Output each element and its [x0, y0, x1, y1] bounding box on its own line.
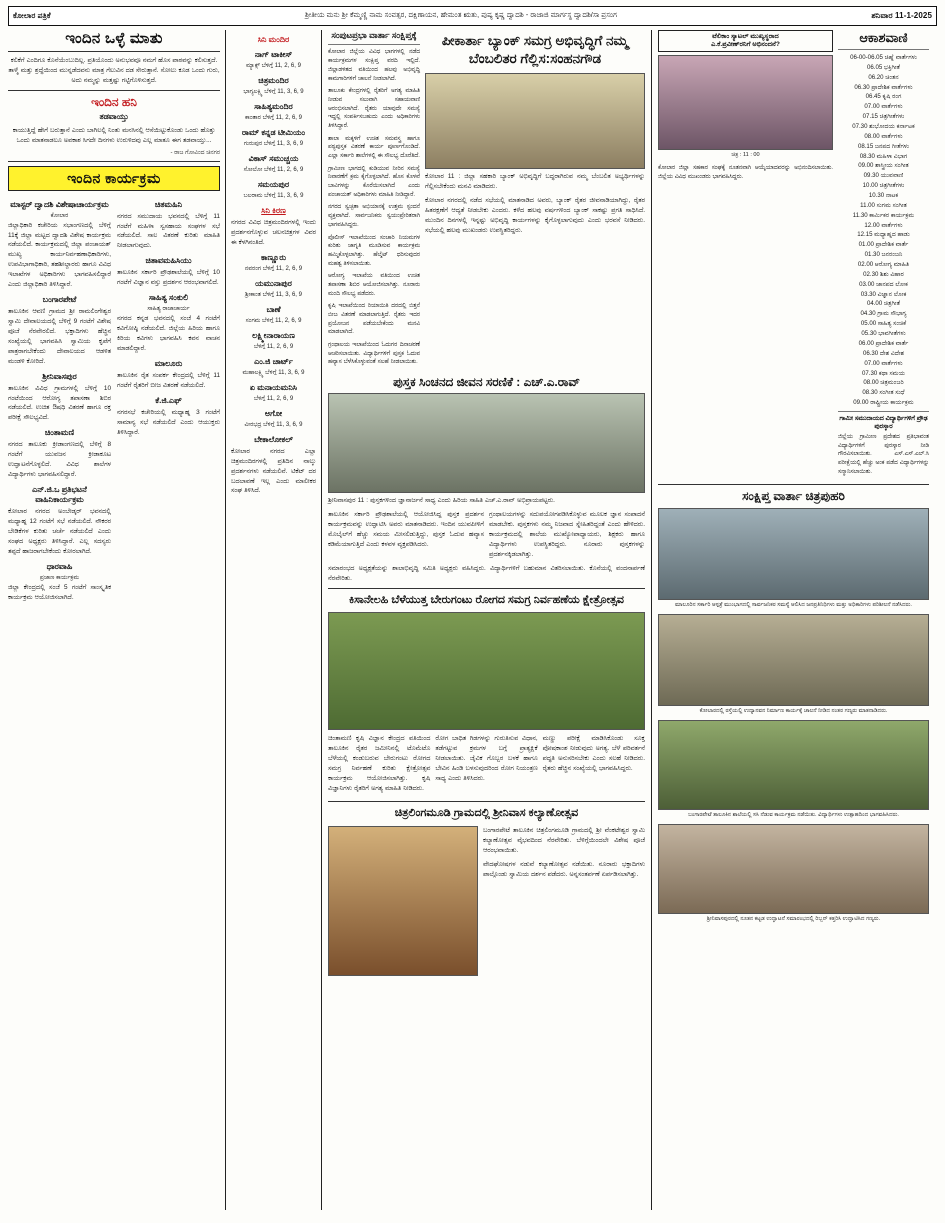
item-body: ನಗರಸಭೆ ಕಚೇರಿಯಲ್ಲಿ ಮಧ್ಯಾಹ್ನ 3 ಗಂಟೆಗೆ ಸಾಮಾನ್ಯ ಸಭೆ ನಡೆಯಲಿದೆ ಎಂದು ಆಯುಕ್ತರು ತಿಳಿಸಿದ್ದಾರೆ.: [117, 408, 220, 436]
radio-item: 09.30 ಯುವವಾಣಿ: [863, 172, 904, 180]
cinema-item-heading: ಸಮಯಪುರ: [257, 180, 290, 189]
item-heading: ಚಿತಮಹಿನಿ: [154, 199, 183, 209]
radio-item: 11.30 ಕಾರ್ಮಿಕರ ಕಾರ್ಯಕ್ರಮ: [852, 211, 915, 219]
ad-line-1: ಟೆಲಿಕಾಂ ಸ್ಯಾಟಲ್ ಮುಖ್ಯಸ್ಥರಾದ: [712, 33, 779, 40]
radio-schedule: [838, 30, 929, 480]
mid-caption: ಶ್ರೀನಿವಾಸಪುರ 11 : ಪುಸ್ತಕಗಳಿಂದ ಜ್ಞಾನಾರ್ಜನೆ ಸಾಧ್ಯ ಎಂದು ಹಿರಿಯ ಸಾಹಿತಿ ಎಚ್.ಎ.ರಾವ್ ಅಭಿಪ್ರಾಯಪಟ್ಟರು.: [328, 497, 555, 505]
cinema-item-body: ಕಾಂತಾರ ಬೆಳಿಗ್ಗೆ 11, 2, 6, 9: [245, 115, 302, 121]
lead-photo: [425, 73, 645, 169]
brief-item: ಕೋಲಾರ ಜಿಲ್ಲೆಯ ವಿವಿಧ ಭಾಗಗಳಲ್ಲಿ ನಡೆದ ಕಾರ್ಯಕ್ರಮಗಳ ಸಂಕ್ಷಿಪ್ತ ವರದಿ ಇಲ್ಲಿದೆ. ಜಿಲ್ಲಾಡಳಿತದ ವತಿಯಿಂದ ಹಲವು ಅಭಿವೃದ್ಧಿ ಕಾಮಗಾರಿಗಳಿಗೆ ಚಾಲನೆ ನೀಡಲಾಗಿದೆ.: [328, 49, 420, 82]
school-award-body: ಜಿಲ್ಲೆಯ ಗ್ರಾಮೀಣ ಪ್ರದೇಶದ ಪ್ರತಿಭಾವಂತ ವಿದ್ಯಾರ್ಥಿಗಳಿಗೆ ಪುರಸ್ಕಾರ ನೀಡಿ ಗೌರವಿಸಲಾಯಿತು. ಎಸ್.ಎಸ್.ಎಲ್.ಸಿ ಪರೀಕ್ಷೆಯಲ್ಲಿ ಹೆಚ್ಚು ಅಂಕ ಪಡೆದ ವಿದ್ಯಾರ್ಥಿಗಳನ್ನು ಸನ್ಮಾನಿಸಲಾಯಿತು.: [838, 433, 929, 475]
radio-item: 08.00 ಚಿತ್ರಮಂಜರಿ: [863, 379, 904, 387]
gallery-item: [658, 824, 929, 924]
radio-item: 02.30 ಶಿಶು ವಿಹಾರ: [863, 270, 904, 278]
cinema-item-heading: ಅಗೋ: [264, 408, 283, 418]
cinema-item-body: ಸಂಗಮ ಬೆಳಿಗ್ಗೆ 11, 2, 6, 9: [245, 317, 302, 324]
brief-item: ಗ್ರಾಮೀಣ ಭಾಗದಲ್ಲಿ ಕುಡಿಯುವ ನೀರಿನ ಸಮಸ್ಯೆ ನಿವಾರಣೆಗೆ ಕ್ರಮ ಕೈಗೊಳ್ಳಲಾಗಿದೆ. ಹೊಸ ಕೊಳವೆ ಬಾವಿಗಳನ್ನು ಕೊರೆಯಿಸಲಾಗಿದೆ ಎಂದು ಪಂಚಾಯತ್ ಅಧಿಕಾರಿಗಳು ಮಾಹಿತಿ ನೀಡಿದ್ದಾರೆ.: [328, 165, 420, 198]
brief-item: ಆರೋಗ್ಯ ಇಲಾಖೆಯ ವತಿಯಿಂದ ಉಚಿತ ತಪಾಸಣಾ ಶಿಬಿರ ಆಯೋಜಿಸಲಾಗಿತ್ತು. ನೂರಾರು ಮಂದಿ ಸೌಲಭ್ಯ ಪಡೆದರು.: [328, 273, 420, 297]
brief-item: ನಗರದ ಸ್ವಚ್ಛತಾ ಅಭಿಯಾನಕ್ಕೆ ಉತ್ತಮ ಸ್ಪಂದನೆ ವ್ಯಕ್ತವಾಗಿದೆ. ಸಾರ್ವಜನಿಕರು ಸ್ವಯಂಪ್ರೇರಿತರಾಗಿ ಭಾಗವಹಿಸಿದ್ದರು.: [328, 204, 420, 228]
radio-item: 06.30 ದೇಶ ವಿದೇಶ: [862, 349, 905, 357]
item-heading: ಬಂಗಾರಪೇಟೆ: [42, 295, 77, 305]
gallery-item: [658, 614, 929, 716]
gallery-caption: ಶ್ರೀನಿವಾಸಪುರದಲ್ಲಿ ನೂತನ ಕಟ್ಟಡ ಉದ್ಘಾಟನೆ ಸಮಾರಂಭದಲ್ಲಿ ರಿಬ್ಬನ್ ಕತ್ತರಿಸಿ ಉದ್ಘಾಟಿಸಿದ ಗಣ್ಯರು.: [706, 915, 881, 922]
lead-body: ಕೋಲಾರ ನಗರದಲ್ಲಿ ನಡೆದ ಸಭೆಯಲ್ಲಿ ಮಾತನಾಡಿದ ಅವರು, ಬ್ಯಾಂಕ್ ರೈತರ ಜೀವನಾಡಿಯಾಗಿದ್ದು, ರೈತರ ಹಿತರಕ್ಷಣೆಗೆ ಆದ್ಯತೆ ನೀಡಬೇಕು ಎಂದರು. ಕಳೆದ ಹಲವು ವರ್ಷಗಳಿಂದ ಬ್ಯಾಂಕ್ ಸಾಕಷ್ಟು ಪ್ರಗತಿ ಸಾಧಿಸಿದೆ. ಮುಂದಿನ ದಿನಗಳಲ್ಲಿ ಇನ್ನಷ್ಟು ಅಭಿವೃದ್ಧಿ ಕಾರ್ಯಗಳನ್ನು ಕೈಗೊಳ್ಳಲಾಗುವುದು ಎಂದು ಭರವಸೆ ನೀಡಿದರು. ಸಭೆಯಲ್ಲಿ ಹಲವು ಮುಖಂಡರು ಉಪಸ್ಥಿತರಿದ್ದರು.: [425, 197, 645, 235]
brief-item: ಕೃಷಿ ಇಲಾಖೆಯಿಂದ ರಿಯಾಯಿತಿ ದರದಲ್ಲಿ ಬಿತ್ತನೆ ಬೀಜ ವಿತರಣೆ ಮಾಡಲಾಗುತ್ತಿದೆ. ರೈತರು ಇದರ ಪ್ರಯೋಜನ ಪಡೆಯಬೇಕೆಂದು ಮನವಿ ಮಾಡಲಾಗಿದೆ.: [328, 303, 420, 336]
radio-item: 07.30 ಶುಭೋದಯ ಕರ್ನಾಟಕ: [852, 123, 915, 131]
brief-item: ತಾಲೂಕು ಕೇಂದ್ರಗಳಲ್ಲಿ ರೈತರಿಗೆ ಅಗತ್ಯ ಮಾಹಿತಿ ನೀಡುವ ಸಲುವಾಗಿ ಸಹಾಯವಾಣಿ ಆರಂಭಿಸಲಾಗಿದೆ. ರೈತರು ಯಾವುದೇ ಸಮಸ್ಯೆ ಇದ್ದಲ್ಲಿ ಸಂಪರ್ಕಿಸಬಹುದು ಎಂದು ಅಧಿಕಾರಿಗಳು ತಿಳಿಸಿದ್ದಾರೆ.: [328, 88, 420, 129]
temple-photo: [328, 826, 478, 976]
item-heading: ಧಾರವಾಹಿ: [46, 561, 73, 571]
cinema-item-heading: ಬೇಕಾಲೋಕಲ್: [254, 434, 293, 444]
cinema-item-heading: ಕಾಣ್ಣೂರು: [260, 252, 287, 262]
radio-item: 10.30 ನಾಟಕ: [868, 192, 899, 200]
radio-item: 04.00 ಚಿತ್ರಗೀತೆ: [866, 300, 901, 308]
item-body: ಕೋಲಾರ ನಗರದ ಅಂಬೇಡ್ಕರ್ ಭವನದಲ್ಲಿ ಮಧ್ಯಾಹ್ನ 12 ಗಂಟೆಗೆ ಸಭೆ ನಡೆಯಲಿದೆ. ನೌಕರರ ಬೇಡಿಕೆಗಳ ಕುರಿತು ಚರ್ಚೆ ನಡೆಯಲಿದೆ ಎಂದು ಸಂಘದ ಅಧ್ಯಕ್ಷರು ತಿಳಿಸಿದ್ದಾರೆ. ಎಲ್ಲ ಸದಸ್ಯರು ತಪ್ಪದೆ ಹಾಜರಾಗಬೇಕೆಂದು ಕೋರಲಾಗಿದೆ.: [8, 507, 111, 555]
bottom-body-cols: [328, 734, 645, 798]
cinema-heading: ಸಿನಿ ಮಂದಿರ: [257, 35, 290, 44]
radio-heading: ಆಕಾಶವಾಣಿ: [859, 30, 908, 45]
item-sub: ಪ್ರಜಾಣ ಕಾರ್ಯಕ್ರಮ: [39, 574, 80, 581]
item-body: ತಾಲೂಕಿನ ಆವಣಿ ಗ್ರಾಮದ ಶ್ರೀ ರಾಮಲಿಂಗೇಶ್ವರ ಸ್ವಾಮಿ ದೇವಾಲಯದಲ್ಲಿ ಬೆಳಿಗ್ಗೆ 9 ಗಂಟೆಗೆ ವಿಶೇಷ ಪೂಜೆ ನೆರವೇರಲಿದೆ. ಭಕ್ತಾದಿಗಳು ಹೆಚ್ಚಿನ ಸಂಖ್ಯೆಯಲ್ಲಿ ಭಾಗವಹಿಸಿ ಸ್ವಾಮಿಯ ಕೃಪೆಗೆ ಪಾತ್ರರಾಗಬೇಕೆಂದು ದೇವಾಲಯದ ಆಡಳಿತ ಮಂಡಳಿ ಕೋರಿದೆ.: [8, 308, 111, 365]
cinema-note: ನಗರದ ವಿವಿಧ ಚಿತ್ರಮಂದಿರಗಳಲ್ಲಿ ಇಂದು ಪ್ರದರ್ಶನಗೊಳ್ಳುವ ಚಲನಚಿತ್ರಗಳ ವಿವರ ಈ ಕೆಳಗಿನಂತಿದೆ.: [231, 219, 316, 246]
programme-col-1: [8, 195, 111, 607]
item-body: ತಾಲೂಕಿನ ರೈತ ಸಂಪರ್ಕ ಕೇಂದ್ರದಲ್ಲಿ ಬೆಳಿಗ್ಗೆ 11 ಗಂಟೆಗೆ ರೈತರಿಗೆ ಬೀಜ ವಿತರಣೆ ನಡೆಯಲಿದೆ.: [117, 371, 220, 389]
felicitation-body: ಕೋಲಾರ ಜಿಲ್ಲಾ ಸಹಕಾರ ಸಂಘಕ್ಕೆ ನೂತನವಾಗಿ ಆಯ್ಕೆಯಾದವರನ್ನು ಅಭಿನಂದಿಸಲಾಯಿತು. ಜಿಲ್ಲೆಯ ವಿವಿಧ ಮುಖಂಡರು ಭಾಗವಹಿಸಿದ್ದರು.: [658, 164, 833, 180]
gallery-caption: ಬಂಗಾರಪೇಟೆ ತಾಲೂಕಿನ ಶಾಲೆಯಲ್ಲಿ ಸಸಿ ನೆಡುವ ಕಾರ್ಯಕ್ರಮ ನಡೆಯಿತು. ವಿದ್ಯಾರ್ಥಿಗಳು ಉತ್ಸಾಹದಿಂದ ಭಾಗವಹಿಸಿದರು.: [688, 812, 899, 819]
radio-item: 06.00 ಪ್ರಾದೇಶಿಕ ವಾರ್ತೆ: [858, 339, 909, 347]
felicitation-photo: [658, 55, 833, 150]
mid-headline: ಪುಸ್ತಕ ಸಿಂಚನದ ಜೀವನ ಸರಣಿಕೆ : ಎಚ್.ಎ.ರಾವ್: [393, 375, 580, 390]
page-grid: [8, 30, 937, 1210]
cinema-column: [226, 30, 322, 1210]
bottom-col-2: ರೋಗ ಬಾಧಿತ ಗಿಡಗಳನ್ನು ಗುರುತಿಸುವ ವಿಧಾನ, ತಡೆಗಟ್ಟುವ ಕ್ರಮಗಳ ಬಗ್ಗೆ ಪ್ರಾತ್ಯಕ್ಷಿಕೆ ನೀಡಲಾಯಿತು. ಜೈವಿಕ ಗೊಬ್ಬರ ಬಳಕೆ ಹಾಗೂ ಬೇವಿನ ಹಿಂಡಿ ಬಳಸುವುದರಿಂದ ರೋಗ ನಿಯಂತ್ರಣ ಸಾಧ್ಯ ಎಂದು ತಿಳಿಸಿದರು.: [435, 734, 538, 782]
cinema-item-heading: ಬಾಣೆ: [266, 304, 281, 314]
mid-photo: [328, 393, 645, 493]
lead-story: [425, 30, 645, 371]
lead-caption: ಕೋಲಾರ 11 : ಜಿಲ್ಲಾ ಸಹಕಾರಿ ಬ್ಯಾಂಕ್ ಅಭಿವೃದ್ಧಿಗೆ ಬದ್ಧರಾಗಿರುವ ನಮ್ಮ ಬೆಂಬಲಿತ ಅಭ್ಯರ್ಥಿಗಳನ್ನು ಗೆಲ್ಲಿಸಬೇಕೆಂದು ಮನವಿ ಮಾಡಿದರು.: [425, 173, 645, 191]
good-word-heading: ಇಂದಿನ ಒಳ್ಳೆ ಮಾತು: [65, 30, 163, 47]
radio-item: 12.00 ವಾರ್ತೆಗಳು: [864, 221, 903, 229]
item-heading: ಚಿತಾವಮಹಿಸಿಯು: [145, 256, 192, 266]
right-column: [652, 30, 929, 1210]
radio-item: 08.30 ಸಂಗೀತ ಸುಧೆ: [862, 389, 905, 397]
cinema-item-heading: ಲಕ್ಷ್ಮೀನಾರಾಯಣ: [252, 330, 295, 340]
brief-news-heading: ಸಂಪುಟಪ್ರಭಾ ವಾರ್ತಾ ಸಂಕ್ಷಿಪ್ತಕ್ಕೆ: [331, 30, 417, 40]
cinema-item-heading: ನಾಗ್ ಟಾಕೀಸ್: [254, 50, 293, 59]
radio-item: 07.00 ವಾರ್ತೆಗಳು: [864, 359, 903, 367]
masthead-date-details: ಶ್ರೀತೀಯ ಮನು ಶ್ರೀ ಕೆಮ್ಮಣ್ಣಿ ನಾಮ ಸಂವತ್ಸರ, ದಕ್ಷಿಣಾಯನ, ಹೇಮಂತ ಋತು, ಪುಷ್ಯ ಕೃಷ್ಣ ದ್ವಾದಶಿ - ರಾಜಾಜಿ ಮಾರ್ಗಸ್ಥ ದ್ವಾದಶಿ/ಸಾ ಪ್ರಸಂಗ: [304, 12, 618, 19]
cinema-item-heading: ಚಿತ್ರಮಂದಿರ: [258, 76, 289, 85]
cinema-item-heading: ವಿಕಾಸ್ ಸಮುಚ್ಚಯ: [248, 154, 299, 163]
masthead-title: ಕೋಲಾರ ಪತ್ರಿಕೆ: [13, 11, 51, 20]
programme-heading: ಇಂದಿನ ಕಾರ್ಯಕ್ರಮ: [8, 166, 220, 191]
masthead-date: ಶನಿವಾರ 11-1-2025: [871, 11, 932, 20]
cinema-item-heading: ರಾಮ್ ಕನ್ನಡ ಟೀಮಿಯಂ: [241, 128, 306, 137]
cinema-item-heading: ಯಮುನಾಪುರ: [255, 278, 292, 288]
temple-headline: ಚಿತ್ರಲಿಂಗಮೂಡಿ ಗ್ರಾಮದಲ್ಲಿ ಶ್ರೀನಿವಾಸ ಕಲ್ಯಾಣೋತ್ಸವ: [394, 807, 579, 820]
cinema-item-body: ಮ್ಯಾಕ್ಸ್ ಬೆಳಿಗ್ಗೆ 11, 2, 6, 9: [246, 63, 301, 69]
brief-news-strip: [328, 30, 420, 371]
school-award-heading: ಗಾಮೀ ಸಮುದಾಯದ ವಿದ್ಯಾರ್ಥಿಗಳಿಗೆ ಪ್ರೌಢ ಪುರಸ್ಕಾರ: [839, 414, 928, 430]
radio-item: 06.45 ಕೃಷಿ ರಂಗ: [865, 93, 902, 101]
mid-body-1: ತಾಲೂಕಿನ ಸರ್ಕಾರಿ ಪ್ರೌಢಶಾಲೆಯಲ್ಲಿ ಆಯೋಜಿಸಿದ್ದ ಪುಸ್ತಕ ಪ್ರದರ್ಶನ ಕಾರ್ಯಕ್ರಮವನ್ನು ಉದ್ಘಾಟಿಸಿ ಅವರು ಮಾತನಾಡಿದರು. ಇಂದಿನ ಯುವಪೀಳಿಗೆ ಮೊಬೈಲ್‌ಗೆ ಹೆಚ್ಚು ಸಮಯ ಮೀಸಲಿಡುತ್ತಿದ್ದು, ಪುಸ್ತಕ ಓದುವ ಹವ್ಯಾಸ ಕಡಿಮೆಯಾಗುತ್ತಿದೆ ಎಂದು ಕಳವಳ ವ್ಯಕ್ತಪಡಿಸಿದರು.: [328, 511, 484, 548]
cinema-item-body: ವೀರಭದ್ರ ಬೆಳಿಗ್ಗೆ 11, 3, 6, 9: [244, 421, 303, 428]
item-heading: ಎನ್.ಜಿ.ಒ ಪ್ರತಿಭಟನೆ ವಾಹಿನಿಕಾರ್ಯಕ್ರಮ: [32, 484, 87, 504]
cinema-item-body: ಭಾಗ್ಯಲಕ್ಷ್ಮಿ ಬೆಳಿಗ್ಗೆ 11, 3, 6, 9: [243, 89, 304, 95]
brief-item: ಪೊಲೀಸ್ ಇಲಾಖೆಯಿಂದ ಸಂಚಾರಿ ನಿಯಮಗಳ ಕುರಿತು ಜಾಗೃತಿ ಮೂಡಿಸುವ ಕಾರ್ಯಕ್ರಮ ಹಮ್ಮಿಕೊಳ್ಳಲಾಗಿತ್ತು. ಹೆಲ್ಮೆಟ್ ಧರಿಸುವುದರ ಮಹತ್ವ ತಿಳಿಸಲಾಯಿತು.: [328, 234, 420, 267]
photo-gallery-heading: ಸಂಕ್ಷಿಪ್ತ ವಾರ್ತಾ ಚಿತ್ರಪುಹರಿ: [742, 489, 845, 504]
item-heading: ಮಾಲೂರು: [154, 358, 183, 368]
item-body: ತಾಲೂಕಿನ ಸರ್ಕಾರಿ ಪ್ರೌಢಶಾಲೆಯಲ್ಲಿ ಬೆಳಿಗ್ಗೆ 10 ಗಂಟೆಗೆ ವಿಜ್ಞಾನ ವಸ್ತು ಪ್ರದರ್ಶನ ಆರಂಭವಾಗಲಿದೆ.: [117, 269, 220, 287]
good-word-text: ಕಲಿಕೆಗೆ ಎಂದಿಗೂ ಕೊನೆಯೆಂಬುದಿಲ್ಲ. ಪ್ರತಿಯೊಂದು ಅನುಭವವೂ ನಮಗೆ ಹೊಸ ಪಾಠವನ್ನು ಕಲಿಸುತ್ತದೆ. ತಾಳ್ಮೆ ಮತ್ತು ಶ್ರದ್ಧೆಯಿಂದ ಮುನ್ನಡೆದವನು ಮಾತ್ರ ಗೆಲುವಿನ ದಡ ಸೇರುತ್ತಾನೆ. ಸೋಲು ಕೂಡ ಒಂದು ಗುರು, ಅದು ನಮ್ಮನ್ನು ಮತ್ತಷ್ಟು ಗಟ್ಟಿಗೊಳಿಸುತ್ತದೆ.: [8, 57, 220, 84]
radio-item: 06.05 ಭಕ್ತಿಗೀತೆ: [866, 63, 901, 71]
right-top-row: [658, 30, 929, 480]
cinema-item-body: ಕೋಲಾರ ನಗರದ ಎಲ್ಲಾ ಚಿತ್ರಮಂದಿರಗಳಲ್ಲಿ ಪ್ರತಿದಿನ ನಾಲ್ಕು ಪ್ರದರ್ಶನಗಳು ನಡೆಯಲಿವೆ. ಟಿಕೆಟ್ ದರ ಬದಲಾವಣೆ ಇಲ್ಲ ಎಂದು ಮಾಲೀಕರ ಸಂಘ ತಿಳಿಸಿದೆ.: [231, 447, 316, 495]
cinema-item-body: ನವರಂಗ ಬೆಳಿಗ್ಗೆ 11, 2, 6, 9: [244, 265, 303, 272]
drop-subheading: ತಡವಾಯ್ತು: [99, 111, 129, 121]
gallery-item: [658, 720, 929, 820]
cinema-item-heading: ಏ ಮನಾಯಮನಿಸಿ: [249, 382, 298, 392]
radio-item: 06.30 ಪ್ರಾದೇಶಿಕ ವಾರ್ತೆಗಳು: [854, 83, 913, 91]
radio-item: 04.30 ಗ್ರಾಮ ಸೌಭಾಗ್ಯ: [860, 310, 907, 318]
masthead: [8, 6, 937, 26]
photo-gallery: [658, 508, 929, 923]
drop-signature: - ರಾಜ ಗೋವಿಂದ ಚಿನಗರ: [170, 149, 220, 156]
programme-col-2: [117, 195, 220, 607]
felicitation-block: [658, 30, 833, 480]
ad-line-2: ಎ.ಕೆ.ಪ್ರವೀಣ್‌ರನಿಗೆ ಅಭಿನಂದನೆ?: [711, 41, 780, 48]
radio-item: 01.30 ಜನರಂಜನಿ: [864, 251, 903, 259]
field-day-photo: [328, 612, 645, 730]
main-column: [322, 30, 652, 1210]
cinema-item-body: ಗುರುಪುರ ಬೆಳಿಗ್ಗೆ 11, 3, 6, 9: [243, 141, 304, 147]
radio-item: 08.00 ವಾರ್ತೆಗಳು: [864, 132, 903, 140]
gallery-caption: ಕೋಲಾರದಲ್ಲಿ ರಸ್ತೆಯಲ್ಲಿ ಉದ್ಯಾನವನ ನಿರ್ಮಾಣ ಕಾರ್ಯಕ್ಕೆ ಚಾಲನೆ ನೀಡಿದ ನಂತರ ಗಣ್ಯರು ಮಾತನಾಡಿದರು.: [699, 708, 888, 715]
radio-item: 08.15 ಜನಪದ ಗೀತೆಗಳು: [857, 142, 910, 150]
brief-item: ಗ್ರಂಥಾಲಯ ಇಲಾಖೆಯಿಂದ ಓದುಗರ ದಿನಾಚರಣೆ ಆಚರಿಸಲಾಯಿತು. ವಿದ್ಯಾರ್ಥಿಗಳಿಗೆ ಪುಸ್ತಕ ಓದುವ ಹವ್ಯಾಸ ಬೆಳೆಸಿಕೊಳ್ಳುವಂತೆ ಸಲಹೆ ನೀಡಲಾಯಿತು.: [328, 342, 420, 366]
mid-body-2: ಗ್ರಂಥಾಲಯಗಳನ್ನು ಸದುಪಯೋಗಪಡಿಸಿಕೊಳ್ಳುವ ಮೂಲಕ ಜ್ಞಾನ ಸಂಪಾದನೆ ಮಾಡಬೇಕು. ಪುಸ್ತಕಗಳು ನಮ್ಮ ನಿಜವಾದ ಸ್ನೇಹಿತರಿದ್ದಂತೆ ಎಂದು ಹೇಳಿದರು. ಕಾರ್ಯಕ್ರಮದಲ್ಲಿ ಶಾಲೆಯ ಮುಖ್ಯೋಪಾಧ್ಯಾಯರು, ಶಿಕ್ಷಕರು ಹಾಗೂ ವಿದ್ಯಾರ್ಥಿಗಳು ಉಪಸ್ಥಿತರಿದ್ದರು. ನೂರಾರು ಪುಸ್ತಕಗಳನ್ನು ಪ್ರದರ್ಶನಕ್ಕಿಡಲಾಗಿತ್ತು.: [489, 511, 645, 558]
item-body: ತಾಲೂಕಿನ ವಿವಿಧ ಗ್ರಾಮಗಳಲ್ಲಿ ಬೆಳಿಗ್ಗೆ 10 ಗಂಟೆಯಿಂದ ಆರೋಗ್ಯ ತಪಾಸಣಾ ಶಿಬಿರ ನಡೆಯಲಿದೆ. ಉಚಿತ ಔಷಧಿ ವಿತರಣೆ ಹಾಗೂ ರಕ್ತ ಪರೀಕ್ಷೆ ಸೌಲಭ್ಯವಿದೆ.: [8, 384, 111, 422]
item-sub: ಕೋಲಾರ: [50, 212, 69, 219]
item-heading: ಚಿಂತಾಮಣಿ: [44, 428, 75, 438]
radio-item: 06.20 ಚಿಂತನ: [868, 73, 899, 81]
cinema-item-body: ಬಲರಾಮ ಬೆಳಿಗ್ಗೆ 11, 3, 6, 9: [243, 193, 304, 199]
left-column: [8, 30, 226, 1210]
temple-col-2: ವೇದಘೋಷಗಳ ನಡುವೆ ಕಲ್ಯಾಣೋತ್ಸವ ನಡೆಯಿತು. ನೂರಾರು ಭಕ್ತಾದಿಗಳು ಪಾಲ್ಗೊಂಡು ಸ್ವಾಮಿಯ ದರ್ಶನ ಪಡೆದರು. ಅನ್ನಸಂತರ್ಪಣೆ ಏರ್ಪಡಿಸಲಾಗಿತ್ತು.: [483, 860, 645, 878]
item-heading: ಮಾಸ್ಟರ್ ದ್ವಾದಶಿ ವಿಶೇಷಾಚಾರ್ಯಕ್ರಮ: [10, 199, 109, 209]
radio-item: 07.15 ಚಿತ್ರಗೀತೆಗಳು: [862, 113, 905, 121]
radio-item: 05.00 ಸಾಹಿತ್ಯ ಸಂಚಿಕೆ: [860, 320, 907, 328]
gallery-item: [658, 508, 929, 610]
cinema-item-body: ಬೆಳಿಗ್ಗೆ 11, 2, 6, 9: [253, 395, 294, 402]
item-heading: ಶ್ರೀನಿವಾಸಪುರ: [42, 371, 77, 381]
radio-item: 01.00 ಪ್ರಾದೇಶಿಕ ವಾರ್ತೆ: [858, 241, 909, 249]
temple-row: [328, 826, 645, 976]
item-body: ಜಿಲ್ಲಾ ಕೇಂದ್ರದಲ್ಲಿ ಸಂಜೆ 5 ಗಂಟೆಗೆ ಸಾಂಸ್ಕೃತಿಕ ಕಾರ್ಯಕ್ರಮ ಆಯೋಜಿಸಲಾಗಿದೆ.: [8, 583, 111, 601]
lead-headline: ಪೀಕಾರ್ತಾ ಬ್ಯಾಂಕ್ ಸಮಗ್ರ ಅಭಿವೃದ್ಧಿಗೆ ನಮ್ಮ ಬೆಂಬಲಿತರ ಗೆಲ್ಲಿಸ:ಸಂಹನಗೌಡ: [441, 33, 629, 67]
cinema-item-body: ಮಹಾಲಕ್ಷ್ಮಿ ಬೆಳಿಗ್ಗೆ 11, 3, 6, 9: [242, 369, 305, 376]
cinema-item-heading: ಸಾಹಿತ್ಯಮಂದಿರ: [254, 102, 293, 111]
brief-item: ಶಾಲಾ ಮಕ್ಕಳಿಗೆ ಉಚಿತ ಸಮವಸ್ತ್ರ ಹಾಗೂ ಪಠ್ಯಪುಸ್ತಕ ವಿತರಣೆ ಕಾರ್ಯ ಪೂರ್ಣಗೊಂಡಿದೆ. ಎಲ್ಲಾ ಸರ್ಕಾರಿ ಶಾಲೆಗಳಲ್ಲಿ ಈ ಸೌಲಭ್ಯ ದೊರೆತಿದೆ.: [328, 135, 420, 160]
cinema-item-body: ಶ್ರೀಕಾಂತ ಬೆಳಿಗ್ಗೆ 11, 3, 6, 9: [245, 291, 302, 298]
radio-item: 07.00 ವಾರ್ತೆಗಳು: [864, 103, 903, 111]
item-body: ನಗರದ ಕನ್ನಡ ಭವನದಲ್ಲಿ ಸಂಜೆ 4 ಗಂಟೆಗೆ ಕವಿಗೋಷ್ಠಿ ನಡೆಯಲಿದೆ. ಜಿಲ್ಲೆಯ ಹಿರಿಯ ಹಾಗೂ ಕಿರಿಯ ಕವಿಗಳು ಭಾಗವಹಿಸಿ ಕವನ ವಾಚನ ಮಾಡಲಿದ್ದಾರೆ.: [117, 315, 220, 352]
radio-item: 03.00 ಜಾನಪದ ಲೋಕ: [859, 280, 908, 288]
gallery-caption: ಮಾಲೂರಿನ ಸರ್ಕಾರಿ ಆಸ್ಪತ್ರೆ ಮುಂಭಾಗದಲ್ಲಿ ಸಾರ್ವಜನಿಕರ ಸಮಸ್ಯೆ ಆಲಿಸಿದ ಜನಪ್ರತಿನಿಧಿಗಳು ಮತ್ತು ಅಧಿಕಾರಿಗಳು ಪರಿಶೀಲನೆ ನಡೆಸಿದರು.: [675, 602, 912, 609]
temple-col-1: ಬಂಗಾರಪೇಟೆ ತಾಲೂಕಿನ ಚಿತ್ರಲಿಂಗಮೂಡಿ ಗ್ರಾಮದಲ್ಲಿ ಶ್ರೀ ವೆಂಕಟೇಶ್ವರ ಸ್ವಾಮಿ ಕಲ್ಯಾಣೋತ್ಸವ ವೈಭವದಿಂದ ನೆರವೇರಿತು. ಬೆಳಿಗ್ಗೆಯಿಂದಲೇ ವಿಶೇಷ ಪೂಜೆ ಆರಂಭವಾಯಿತು.: [483, 826, 645, 854]
item-heading: ಕೆ.ಜಿ.ಎಫ್: [155, 395, 182, 405]
radio-item: 07.30 ಕಥಾ ಸಮಯ: [861, 369, 906, 377]
radio-item: 02.00 ಆರೋಗ್ಯ ಮಾಹಿತಿ: [857, 261, 910, 269]
radio-item: 10.00 ಚಿತ್ರಗೀತೆಗಳು: [862, 182, 905, 190]
bottom-col-3: ಮಣ್ಣು ಪರೀಕ್ಷೆ ಮಾಡಿಸಿಕೊಂಡು ಸೂಕ್ತ ಪೋಷಕಾಂಶ ನೀಡುವುದು ಅಗತ್ಯ. ಬೆಳೆ ಪರಿವರ್ತನೆ ಪದ್ಧತಿ ಅನುಸರಿಸಬೇಕು ಎಂದು ಸಲಹೆ ನೀಡಿದರು. ರೈತರು ಹೆಚ್ಚಿನ ಸಂಖ್ಯೆಯಲ್ಲಿ ಭಾಗವಹಿಸಿದ್ದರು.: [542, 734, 645, 772]
cinema-item-heading: ಎಂ.ಜಿ ಚಾರ್ಟ್: [254, 356, 293, 366]
radio-item: 09.00 ಶಾಸ್ತ್ರೀಯ ಸಂಗೀತ: [858, 162, 909, 170]
radio-item: 09.00 ರಾಷ್ಟ್ರೀಯ ಕಾರ್ಯಕ್ರಮ: [853, 399, 914, 407]
item-body: ನಗರದ ಸಮುದಾಯ ಭವನದಲ್ಲಿ ಬೆಳಿಗ್ಗೆ 11 ಗಂಟೆಗೆ ಮಹಿಳಾ ಸ್ವಸಹಾಯ ಸಂಘಗಳ ಸಭೆ ನಡೆಯಲಿದೆ. ಸಾಲ ವಿತರಣೆ ಕುರಿತು ಮಾಹಿತಿ ನೀಡಲಾಗುವುದು.: [117, 212, 220, 250]
cinema-item-body: ಬೆಳಿಗ್ಗೆ 11, 2, 6, 9: [253, 343, 294, 350]
item-heading: ಸಾಹಿತ್ಯ ಸಂಕುಲಿ: [148, 293, 189, 303]
drop-heading: ಇಂದಿನ ಹನಿ: [91, 94, 137, 109]
radio-item: 05.30 ಭಾವಗೀತೆಗಳು: [861, 330, 906, 338]
radio-item: 06-00-06.05 ಚಿಹ್ನೆ ವಾರ್ತೆಗಳು: [850, 54, 917, 61]
bottom-headline: ಕಿಸಾನೇಲಹಿ ಬೆಳೆಯುತ್ತ ಬೇರುಗಂಟು ರೋಗದ ಸಮಗ್ರ ನಿರ್ವಹಣೆಯ ಕ್ಷೇತ್ರೋತ್ಸವ: [349, 593, 624, 606]
cinema-item-body: ಸೋಲೋ ಬೆಳಿಗ್ಗೆ 11, 2, 6, 9: [243, 167, 304, 173]
top-news-row: [328, 30, 645, 371]
radio-item: 12.15 ಮಧ್ಯಾಹ್ನದ ಹಾಡು: [857, 231, 910, 239]
radio-item: 03.30 ವಿಜ್ಞಾನ ಲೋಕ: [860, 290, 907, 298]
radio-item: 11.00 ಸುಗಮ ಸಂಗೀತ: [860, 201, 907, 209]
bottom-col-1: ಚಿಂತಾಮಣಿ ಕೃಷಿ ವಿಜ್ಞಾನ ಕೇಂದ್ರದ ವತಿಯಿಂದ ತಾಲೂಕಿನ ರೈತರ ಜಮೀನಿನಲ್ಲಿ ಟೊಮೆಟೊ ಬೆಳೆಯಲ್ಲಿ ಕಂಡುಬರುವ ಬೇರುಗಂಟು ರೋಗದ ಸಮಗ್ರ ನಿರ್ವಹಣೆ ಕುರಿತು ಕ್ಷೇತ್ರೋತ್ಸವ ಕಾರ್ಯಕ್ರಮ ಆಯೋಜಿಸಲಾಗಿತ್ತು. ಕೃಷಿ ವಿಜ್ಞಾನಿಗಳು ರೈತರಿಗೆ ಅಗತ್ಯ ಮಾಹಿತಿ ನೀಡಿದರು.: [328, 734, 431, 792]
felicitation-caption: ಚಿತ್ರ : 11 : 00: [731, 152, 760, 158]
mid-body-3: ಸಮಾರಂಭದ ಅಧ್ಯಕ್ಷತೆಯನ್ನು ಶಾಲಾಭಿವೃದ್ಧಿ ಸಮಿತಿ ಅಧ್ಯಕ್ಷರು ವಹಿಸಿದ್ದರು. ವಿದ್ಯಾರ್ಥಿಗಳಿಗೆ ಬಹುಮಾನ ವಿತರಿಸಲಾಯಿತು. ಕೊನೆಯಲ್ಲಿ ವಂದನಾರ್ಪಣೆ ನೆರವೇರಿತು.: [328, 564, 645, 582]
mid-body-cols: [328, 510, 645, 564]
radio-item: 08.30 ಮಹಿಳಾ ವಿಭಾಗ: [859, 152, 908, 160]
item-body: ನಗರದ ತಾಲೂಕು ಕ್ರೀಡಾಂಗಣದಲ್ಲಿ ಬೆಳಿಗ್ಗೆ 8 ಗಂಟೆಗೆ ಯುವಜನ ಕ್ರೀಡಾಕೂಟ ಉದ್ಘಾಟನೆಗೊಳ್ಳಲಿದೆ. ವಿವಿಧ ಶಾಲೆಗಳ ವಿದ್ಯಾರ್ಥಿಗಳು ಭಾಗವಹಿಸಲಿದ್ದಾರೆ.: [8, 441, 111, 479]
item-body: ಜಿಲ್ಲಾಧಿಕಾರಿ ಕಚೇರಿಯ ಸಭಾಂಗಣದಲ್ಲಿ ಬೆಳಿಗ್ಗೆ 11ಕ್ಕೆ ಜಿಲ್ಲಾ ಮಟ್ಟದ ದ್ವಾದಶಿ ವಿಶೇಷ ಕಾರ್ಯಕ್ರಮ ನಡೆಯಲಿದೆ. ಕಾರ್ಯಕ್ರಮದಲ್ಲಿ ಜಿಲ್ಲಾ ಪಂಚಾಯತ್ ಮುಖ್ಯ ಕಾರ್ಯನಿರ್ವಹಣಾಧಿಕಾರಿಗಳು, ಉಪವಿಭಾಗಾಧಿಕಾರಿ, ತಹಶೀಲ್ದಾರರು ಹಾಗೂ ವಿವಿಧ ಇಲಾಖೆಗಳ ಅಧಿಕಾರಿಗಳು ಭಾಗವಹಿಸಲಿದ್ದಾರೆ ಎಂದು ಜಿಲ್ಲಾಧಿಕಾರಿ ತಿಳಿಸಿದ್ದಾರೆ.: [8, 221, 111, 289]
drop-text: ಕಾಯುತ್ತಿದ್ದೆ ಹೇಗೆ ಬರುತ್ತಾನೆ ಎಂದು ಬಾಗಿಲಲ್ಲಿ ನಿಂತು ಮನಸಿನಲ್ಲಿ ಆಸೆಯಿಟ್ಟುಕೊಂಡು ಒಂದು ಹೊತ್ತು ಒಂದು ಮಾತನಾಡಲೂ ಅವಕಾಶ ಸಿಗದೇ ದಿನಗಳು ಉರುಳಿದವು ಎಲ್ಲ ಮಾತೂ ಈಗ ತಡವಾಯ್ತು...: [12, 126, 216, 144]
cinema-sub-heading: ಸಿನಿ ಕಿರಣ: [261, 206, 286, 215]
programme-lists: [8, 195, 220, 607]
item-sub: ಸಾಹಿತ್ಯ ರಾಜಾಚಾರ್ಯ: [147, 306, 190, 313]
